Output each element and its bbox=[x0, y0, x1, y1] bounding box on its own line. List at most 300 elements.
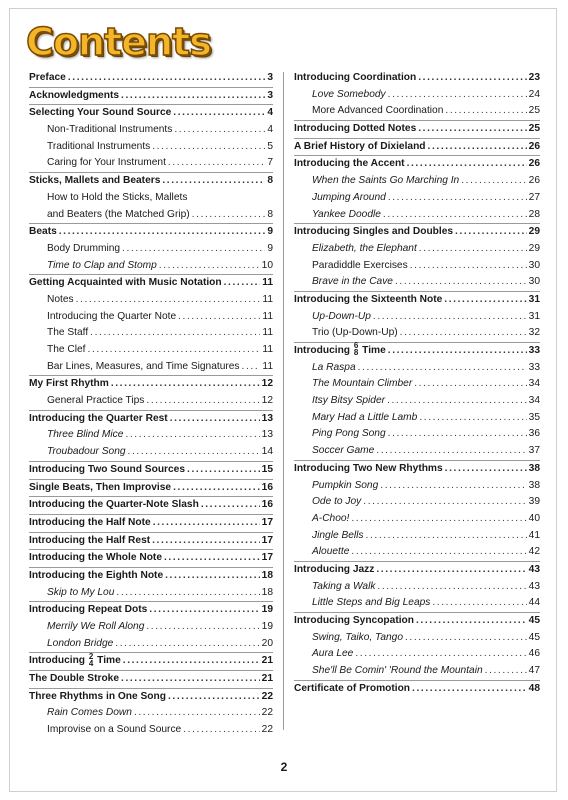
toc-entry bbox=[29, 223, 273, 241]
toc-song-label: Alouette bbox=[312, 546, 350, 558]
dot-leader bbox=[76, 292, 261, 309]
toc-song-label: Pumpkin Song bbox=[312, 479, 379, 491]
toc-entry bbox=[294, 173, 540, 190]
dot-leader bbox=[168, 155, 265, 172]
dot-leader bbox=[162, 173, 265, 190]
toc-entry bbox=[29, 532, 273, 550]
toc-song-label: Ping Pong Song bbox=[312, 428, 386, 440]
toc-song-label: Soccer Game bbox=[312, 445, 375, 457]
toc-entry bbox=[29, 292, 273, 309]
toc-page-number: 16 bbox=[261, 499, 273, 511]
toc-page-number: 26 bbox=[528, 158, 540, 170]
toc-song-label: Ode to Joy bbox=[312, 496, 362, 508]
dot-leader bbox=[380, 478, 526, 495]
dot-leader bbox=[351, 511, 526, 528]
toc-heading-label: Introducing Two Sound Sources bbox=[29, 463, 186, 475]
dot-leader bbox=[159, 258, 260, 275]
toc-entry bbox=[294, 207, 540, 224]
dot-leader bbox=[224, 275, 261, 292]
toc-page-number: 3 bbox=[267, 72, 273, 83]
toc-song-label: Brave in the Cave bbox=[312, 276, 393, 288]
toc-song-label: La Raspa bbox=[312, 361, 356, 373]
toc-entry bbox=[29, 652, 273, 670]
dot-leader bbox=[152, 533, 260, 550]
toc-page-number: 43 bbox=[528, 580, 540, 592]
dot-leader bbox=[174, 122, 265, 139]
toc-entry bbox=[29, 325, 273, 342]
dot-leader bbox=[121, 671, 260, 688]
toc-entry bbox=[29, 241, 273, 258]
toc-subentry-label: Traditional Instruments bbox=[47, 140, 151, 152]
toc-entry bbox=[29, 342, 273, 359]
dot-leader bbox=[111, 376, 260, 393]
dot-leader bbox=[123, 653, 260, 670]
toc-entry bbox=[29, 601, 273, 619]
toc-heading-label: A Brief History of Dixieland bbox=[294, 140, 426, 152]
toc-entry bbox=[294, 87, 540, 104]
toc-entry bbox=[29, 688, 273, 706]
toc-heading-label: Introducing Jazz bbox=[294, 563, 375, 575]
dot-leader bbox=[416, 613, 527, 630]
toc-entry bbox=[294, 138, 540, 156]
toc-subentry-label: Paradiddle Exercises bbox=[312, 259, 408, 271]
toc-entry bbox=[29, 410, 273, 428]
toc-heading-label: Introducing the Whole Note bbox=[29, 552, 162, 564]
dot-leader bbox=[419, 410, 526, 427]
dot-leader bbox=[153, 515, 260, 532]
dot-leader bbox=[90, 325, 260, 342]
toc-page-number: 35 bbox=[528, 411, 540, 423]
dot-leader bbox=[242, 359, 261, 376]
toc-page-number: 38 bbox=[528, 479, 540, 491]
toc-entry bbox=[294, 342, 540, 360]
toc-song-label: Rain Comes Down bbox=[47, 707, 132, 719]
dot-leader bbox=[418, 70, 526, 87]
toc-entry bbox=[29, 104, 273, 122]
toc-song-label: Itsy Bitsy Spider bbox=[312, 395, 386, 407]
toc-page-number: 5 bbox=[267, 140, 273, 152]
toc-entry bbox=[294, 258, 540, 275]
toc-page-number: 30 bbox=[528, 276, 540, 288]
dot-leader bbox=[383, 207, 527, 224]
toc-label-text: Time bbox=[97, 655, 121, 667]
dot-leader bbox=[366, 528, 527, 545]
toc-page-number: 30 bbox=[528, 259, 540, 271]
time-signature bbox=[354, 342, 358, 356]
dot-leader bbox=[388, 426, 527, 443]
dot-leader bbox=[134, 705, 260, 722]
toc-subentry-label: General Practice Tips bbox=[47, 395, 145, 407]
toc-page-number: 3 bbox=[267, 89, 273, 101]
toc-page-number: 11 bbox=[262, 327, 273, 339]
toc-heading-label: Introducing the Eighth Note bbox=[29, 569, 164, 581]
time-signature-top: 2 bbox=[88, 651, 94, 661]
toc-page-number: 22 bbox=[261, 724, 273, 736]
toc-entry bbox=[29, 87, 273, 105]
toc-right-column bbox=[294, 70, 540, 697]
toc-entry bbox=[294, 579, 540, 596]
toc-entry bbox=[29, 705, 273, 722]
toc-entry bbox=[29, 619, 273, 636]
toc-entry bbox=[29, 722, 273, 739]
dot-leader bbox=[376, 443, 526, 460]
dot-leader bbox=[178, 309, 260, 326]
toc-heading-label: Introducing Coordination bbox=[294, 72, 417, 83]
toc-label-text: Introducing bbox=[29, 655, 86, 667]
dot-leader bbox=[59, 224, 266, 241]
toc-entry bbox=[29, 309, 273, 326]
toc-heading-label: My First Rhythm bbox=[29, 378, 109, 390]
toc-page-number: 10 bbox=[261, 259, 273, 271]
toc-song-label: Love Somebody bbox=[312, 88, 386, 100]
toc-heading-label: Three Rhythms in One Song bbox=[29, 690, 166, 702]
toc-page-number: 26 bbox=[528, 140, 540, 152]
toc-entry bbox=[29, 461, 273, 479]
toc-song-label: Merrily We Roll Along bbox=[47, 621, 145, 632]
dot-leader bbox=[192, 207, 266, 224]
toc-page-number: 46 bbox=[528, 648, 540, 660]
toc-page-number: 17 bbox=[261, 552, 273, 564]
toc-entry bbox=[29, 444, 273, 461]
toc-entry bbox=[294, 663, 540, 680]
toc-entry bbox=[29, 567, 273, 585]
toc-subentry-label: Non-Traditional Instruments bbox=[47, 124, 173, 136]
toc-subentry-label: Body Drumming bbox=[47, 242, 121, 254]
toc-page-number: 45 bbox=[528, 631, 540, 643]
toc-subentry-label: Bar Lines, Measures, and Time Signatures bbox=[47, 360, 240, 372]
toc-entry bbox=[29, 549, 273, 567]
toc-entry bbox=[294, 70, 540, 87]
dot-leader bbox=[351, 544, 526, 561]
toc-page-number: 31 bbox=[528, 310, 540, 322]
toc-song-label: London Bridge bbox=[47, 637, 114, 649]
toc-song-label: The Mountain Climber bbox=[312, 378, 413, 390]
toc-heading-label: Beats bbox=[29, 226, 57, 238]
dot-leader bbox=[407, 156, 527, 173]
toc-entry bbox=[294, 291, 540, 309]
dot-leader bbox=[388, 87, 527, 104]
toc-page-number: 11 bbox=[262, 360, 273, 372]
toc-page-number: 4 bbox=[267, 124, 273, 136]
dot-leader bbox=[376, 562, 526, 579]
toc-song-label: When the Saints Go Marching In bbox=[312, 175, 460, 187]
toc-song-label: Troubadour Song bbox=[47, 446, 126, 458]
toc-subentry-label: The Clef bbox=[47, 344, 86, 355]
dot-leader bbox=[170, 411, 260, 428]
toc-subentry-label: More Advanced Coordination bbox=[312, 105, 444, 117]
toc-entry bbox=[294, 511, 540, 528]
toc-page-number: 40 bbox=[528, 512, 540, 524]
toc-page-number: 29 bbox=[528, 242, 540, 254]
toc-heading-label: Introducing the Half Rest bbox=[29, 534, 151, 546]
toc-page-number: 27 bbox=[528, 191, 540, 203]
dot-leader bbox=[363, 494, 526, 511]
dot-leader bbox=[68, 70, 266, 87]
toc-page-number: 14 bbox=[261, 446, 273, 458]
toc-label-text: Introducing bbox=[294, 345, 351, 356]
time-signature-top: 6 bbox=[353, 341, 359, 351]
time-signature-bottom: 8 bbox=[353, 348, 359, 358]
dot-leader bbox=[168, 689, 260, 706]
toc-page-number: 21 bbox=[261, 655, 273, 667]
dot-leader bbox=[455, 224, 527, 241]
toc-heading-label: Introducing the Quarter-Note Slash bbox=[29, 499, 199, 511]
dot-leader bbox=[387, 393, 527, 410]
toc-song-label: She'll Be Comin' 'Round the Mountain bbox=[312, 665, 483, 677]
dot-leader bbox=[187, 462, 260, 479]
dot-leader bbox=[164, 550, 260, 567]
toc-song-label: Jingle Bells bbox=[312, 529, 364, 541]
toc-entry bbox=[294, 241, 540, 258]
page-number: 2 bbox=[280, 760, 288, 774]
toc-entry bbox=[29, 274, 273, 292]
toc-entry bbox=[294, 680, 540, 698]
toc-entry bbox=[294, 561, 540, 579]
dot-leader bbox=[485, 663, 527, 680]
toc-heading-label: Sticks, Mallets and Beaters bbox=[29, 175, 161, 187]
dot-leader bbox=[128, 444, 260, 461]
toc-entry bbox=[294, 376, 540, 393]
toc-song-label: Taking a Walk bbox=[312, 580, 376, 592]
toc-song-label: Yankee Doodle bbox=[312, 208, 381, 220]
toc-entry bbox=[294, 630, 540, 647]
dot-leader bbox=[173, 105, 265, 122]
toc-page-number: 11 bbox=[262, 277, 273, 289]
dot-leader bbox=[412, 681, 527, 698]
dot-leader bbox=[405, 630, 527, 647]
dot-leader bbox=[377, 579, 526, 596]
toc-page-number: 20 bbox=[261, 637, 273, 649]
toc-entry bbox=[294, 544, 540, 561]
toc-page-number: 39 bbox=[528, 496, 540, 508]
dot-leader bbox=[414, 376, 526, 393]
toc-entry bbox=[294, 410, 540, 427]
toc-subentry-label: Notes bbox=[47, 293, 74, 305]
dot-leader bbox=[183, 722, 259, 739]
toc-entry bbox=[294, 325, 540, 342]
toc-page-number: 45 bbox=[528, 615, 540, 626]
toc-page-number: 13 bbox=[261, 412, 273, 424]
toc-page-number: 8 bbox=[267, 208, 273, 220]
toc-entry bbox=[29, 155, 273, 172]
toc-page-number: 44 bbox=[528, 597, 540, 609]
toc-page-number: 29 bbox=[528, 226, 540, 238]
dot-leader bbox=[88, 342, 261, 359]
toc-entry bbox=[29, 122, 273, 139]
toc-page-number: 24 bbox=[528, 88, 540, 100]
toc-entry bbox=[294, 309, 540, 326]
toc-song-label: Elizabeth, the Elephant bbox=[312, 242, 417, 254]
toc-page-number: 12 bbox=[261, 395, 273, 407]
toc-entry bbox=[294, 360, 540, 377]
toc-entry bbox=[29, 670, 273, 688]
toc-entry bbox=[294, 274, 540, 291]
dot-leader bbox=[444, 292, 526, 309]
toc-song-label: Skip to My Lou bbox=[47, 586, 115, 598]
toc-subentry-label: How to Hold the Sticks, Mallets bbox=[47, 191, 188, 203]
toc-heading-label: Introducing Syncopation bbox=[294, 615, 414, 626]
toc-entry bbox=[29, 207, 273, 224]
toc-page-number: 36 bbox=[528, 428, 540, 440]
toc-song-label: Mary Had a Little Lamb bbox=[312, 411, 418, 423]
dot-leader bbox=[461, 173, 526, 190]
toc-heading-label: Acknowledgments bbox=[29, 89, 120, 101]
toc-page-number: 19 bbox=[261, 621, 273, 632]
toc-page-number: 38 bbox=[528, 462, 540, 474]
toc-entry bbox=[29, 359, 273, 376]
toc-subentry-label: The Staff bbox=[47, 327, 89, 339]
toc-entry bbox=[294, 494, 540, 511]
dot-leader bbox=[355, 646, 526, 663]
toc-entry bbox=[294, 443, 540, 460]
toc-page-number: 43 bbox=[528, 563, 540, 575]
dot-leader bbox=[146, 619, 259, 636]
toc-entry bbox=[29, 427, 273, 444]
toc-entry bbox=[29, 258, 273, 275]
toc-heading-label: Certificate of Promotion bbox=[294, 682, 411, 694]
toc-entry bbox=[29, 139, 273, 156]
dot-leader bbox=[125, 427, 259, 444]
toc-entry bbox=[294, 223, 540, 241]
toc-page-number: 28 bbox=[528, 208, 540, 220]
toc-heading-label: Introducing the Quarter Rest bbox=[29, 412, 168, 424]
toc-entry bbox=[294, 426, 540, 443]
toc-heading-label: Introducing Singles and Doubles bbox=[294, 226, 454, 238]
toc-page-number: 31 bbox=[528, 293, 540, 305]
dot-leader bbox=[445, 103, 526, 120]
toc-heading-label bbox=[294, 343, 386, 360]
dot-leader bbox=[165, 568, 260, 585]
toc-heading-label: Preface bbox=[29, 72, 66, 83]
toc-page-number: 37 bbox=[528, 445, 540, 457]
toc-song-label: Aura Lee bbox=[312, 648, 354, 660]
toc-entry bbox=[29, 375, 273, 393]
toc-entry bbox=[294, 190, 540, 207]
toc-entry bbox=[29, 70, 273, 87]
toc-heading-label: Introducing Repeat Dots bbox=[29, 604, 148, 616]
dot-leader bbox=[121, 88, 265, 105]
toc-page-number: 9 bbox=[267, 226, 273, 238]
toc-page-number: 11 bbox=[262, 344, 273, 355]
toc-entry bbox=[29, 514, 273, 532]
toc-page-number: 42 bbox=[528, 546, 540, 558]
toc-entry bbox=[29, 479, 273, 497]
toc-page-number: 23 bbox=[528, 72, 540, 83]
toc-heading-label: Getting Acquainted with Music Notation bbox=[29, 277, 222, 289]
toc-page-number: 8 bbox=[267, 175, 273, 187]
dot-leader bbox=[410, 258, 527, 275]
toc-page-number: 34 bbox=[528, 378, 540, 390]
toc-song-label: Three Blind Mice bbox=[47, 429, 124, 441]
dot-leader bbox=[432, 595, 526, 612]
dot-leader bbox=[445, 461, 527, 478]
dot-leader bbox=[122, 241, 265, 258]
toc-page-number: 26 bbox=[528, 175, 540, 187]
dot-leader bbox=[149, 602, 259, 619]
dot-leader bbox=[115, 636, 259, 653]
toc-heading-label: The Double Stroke bbox=[29, 673, 120, 685]
toc-page-number: 33 bbox=[528, 361, 540, 373]
dot-leader bbox=[428, 139, 527, 156]
toc-entry bbox=[29, 636, 273, 653]
dot-leader bbox=[358, 360, 527, 377]
time-signature bbox=[89, 653, 93, 667]
toc-entry bbox=[294, 528, 540, 545]
toc-page-number: 48 bbox=[528, 682, 540, 694]
toc-heading-label: Introducing the Accent bbox=[294, 158, 405, 170]
toc-entry bbox=[294, 155, 540, 173]
toc-heading-label: Introducing Dotted Notes bbox=[294, 123, 417, 135]
toc-page-number: 9 bbox=[267, 242, 273, 254]
toc-song-label: Time to Clap and Stomp bbox=[47, 259, 157, 271]
toc-song-label: A-Choo! bbox=[312, 512, 350, 524]
toc-entry bbox=[294, 612, 540, 630]
toc-entry bbox=[294, 646, 540, 663]
dot-leader bbox=[395, 274, 527, 291]
toc-song-label: Up-Down-Up bbox=[312, 310, 371, 322]
toc-entry bbox=[29, 585, 273, 602]
toc-page-number: 18 bbox=[261, 569, 273, 581]
dot-leader bbox=[146, 393, 259, 410]
column-divider bbox=[283, 72, 284, 730]
time-signature-bottom: 4 bbox=[88, 658, 94, 668]
toc-entry bbox=[29, 496, 273, 514]
dot-leader bbox=[388, 343, 527, 360]
toc-page-number: 22 bbox=[261, 707, 273, 719]
toc-page-number: 17 bbox=[261, 516, 273, 528]
toc-entry bbox=[294, 393, 540, 410]
toc-page-number: 17 bbox=[261, 534, 273, 546]
toc-page-number: 33 bbox=[528, 345, 540, 356]
toc-heading-label: Selecting Your Sound Source bbox=[29, 107, 172, 119]
toc-entry bbox=[294, 595, 540, 612]
dot-leader bbox=[173, 480, 260, 497]
dot-leader bbox=[201, 497, 260, 514]
toc-label-text: Time bbox=[362, 345, 386, 356]
toc-page-number: 21 bbox=[261, 673, 273, 685]
toc-entry bbox=[294, 478, 540, 495]
toc-page-number: 15 bbox=[261, 463, 273, 475]
toc-page-number: 16 bbox=[261, 481, 273, 493]
toc-entry bbox=[294, 103, 540, 120]
dot-leader bbox=[152, 139, 265, 156]
dot-leader bbox=[418, 121, 526, 138]
dot-leader bbox=[116, 585, 259, 602]
toc-entry bbox=[294, 120, 540, 138]
toc-subentry-label: and Beaters (the Matched Grip) bbox=[47, 208, 190, 220]
toc-song-label: Jumping Around bbox=[312, 191, 386, 203]
toc-page-number: 4 bbox=[267, 107, 273, 119]
toc-subentry-label: Caring for Your Instrument bbox=[47, 157, 166, 169]
toc-entry bbox=[29, 172, 273, 190]
toc-page-number: 32 bbox=[528, 327, 540, 339]
toc-page-number: 11 bbox=[262, 293, 273, 305]
toc-page-number: 25 bbox=[528, 123, 540, 135]
toc-subentry-label: Trio (Up-Down-Up) bbox=[312, 327, 398, 339]
toc-page-number: 41 bbox=[528, 529, 540, 541]
dot-leader bbox=[400, 325, 527, 342]
toc-heading-label: Introducing the Sixteenth Note bbox=[294, 293, 443, 305]
dot-leader bbox=[388, 190, 527, 207]
toc-page-number: 18 bbox=[261, 586, 273, 598]
toc-page-number: 25 bbox=[528, 105, 540, 117]
toc-subentry-label: Improvise on a Sound Source bbox=[47, 724, 182, 736]
toc-entry bbox=[294, 460, 540, 478]
toc-heading-label bbox=[29, 653, 121, 670]
toc-page-number: 13 bbox=[261, 429, 273, 441]
toc-page-number: 7 bbox=[267, 157, 273, 169]
toc-subentry-label: Introducing the Quarter Note bbox=[47, 310, 177, 322]
